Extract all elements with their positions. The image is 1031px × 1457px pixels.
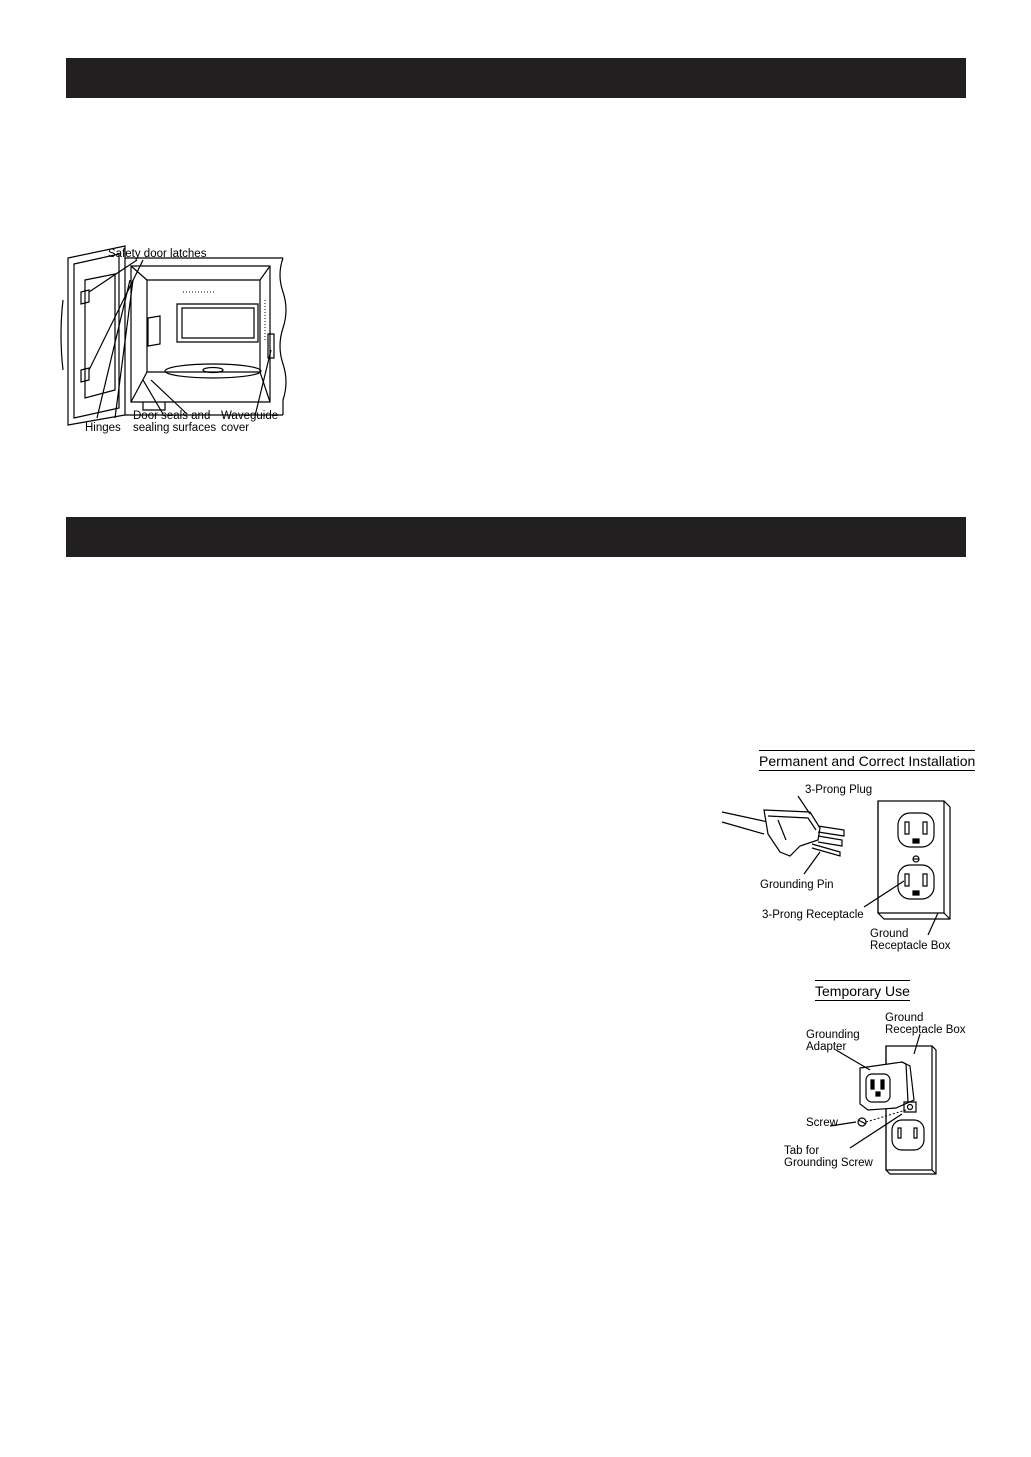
three-prong-plug-illustration [720, 790, 860, 880]
label-tab-grounding-screw-1: Tab for [784, 1145, 820, 1157]
section-header-bar-top [66, 58, 966, 98]
label-3-prong-receptacle: 3-Prong Receptacle [762, 909, 864, 921]
caption-permanent-installation: Permanent and Correct Installation [759, 750, 975, 771]
label-tab-grounding-screw-2: Grounding Screw [784, 1157, 873, 1169]
label-waveguide-1: Waveguide [221, 410, 279, 422]
label-temp-ground-box-2: Receptacle Box [885, 1024, 966, 1036]
label-ground-receptacle-box-1: Ground [870, 928, 909, 940]
label-door-seals-1: Door seals and [133, 410, 211, 422]
label-grounding-pin: Grounding Pin [760, 879, 834, 891]
label-3-prong-plug: 3-Prong Plug [805, 784, 873, 796]
three-prong-receptacle-illustration [860, 795, 960, 925]
section-header-bar-bottom [66, 517, 966, 557]
label-waveguide-2: cover [221, 422, 250, 434]
label-grounding-adapter-1: Grounding [806, 1029, 860, 1041]
label-door-seals-2: sealing surfaces [133, 422, 217, 434]
label-safety-door-latches: Safety door latches [108, 248, 207, 260]
label-hinges: Hinges [85, 422, 121, 434]
caption-temporary-use: Temporary Use [815, 980, 910, 1001]
label-grounding-adapter-2: Adapter [806, 1041, 847, 1053]
label-ground-receptacle-box-2: Receptacle Box [870, 940, 951, 952]
label-screw: Screw [806, 1117, 838, 1129]
label-temp-ground-box-1: Ground [885, 1012, 924, 1024]
